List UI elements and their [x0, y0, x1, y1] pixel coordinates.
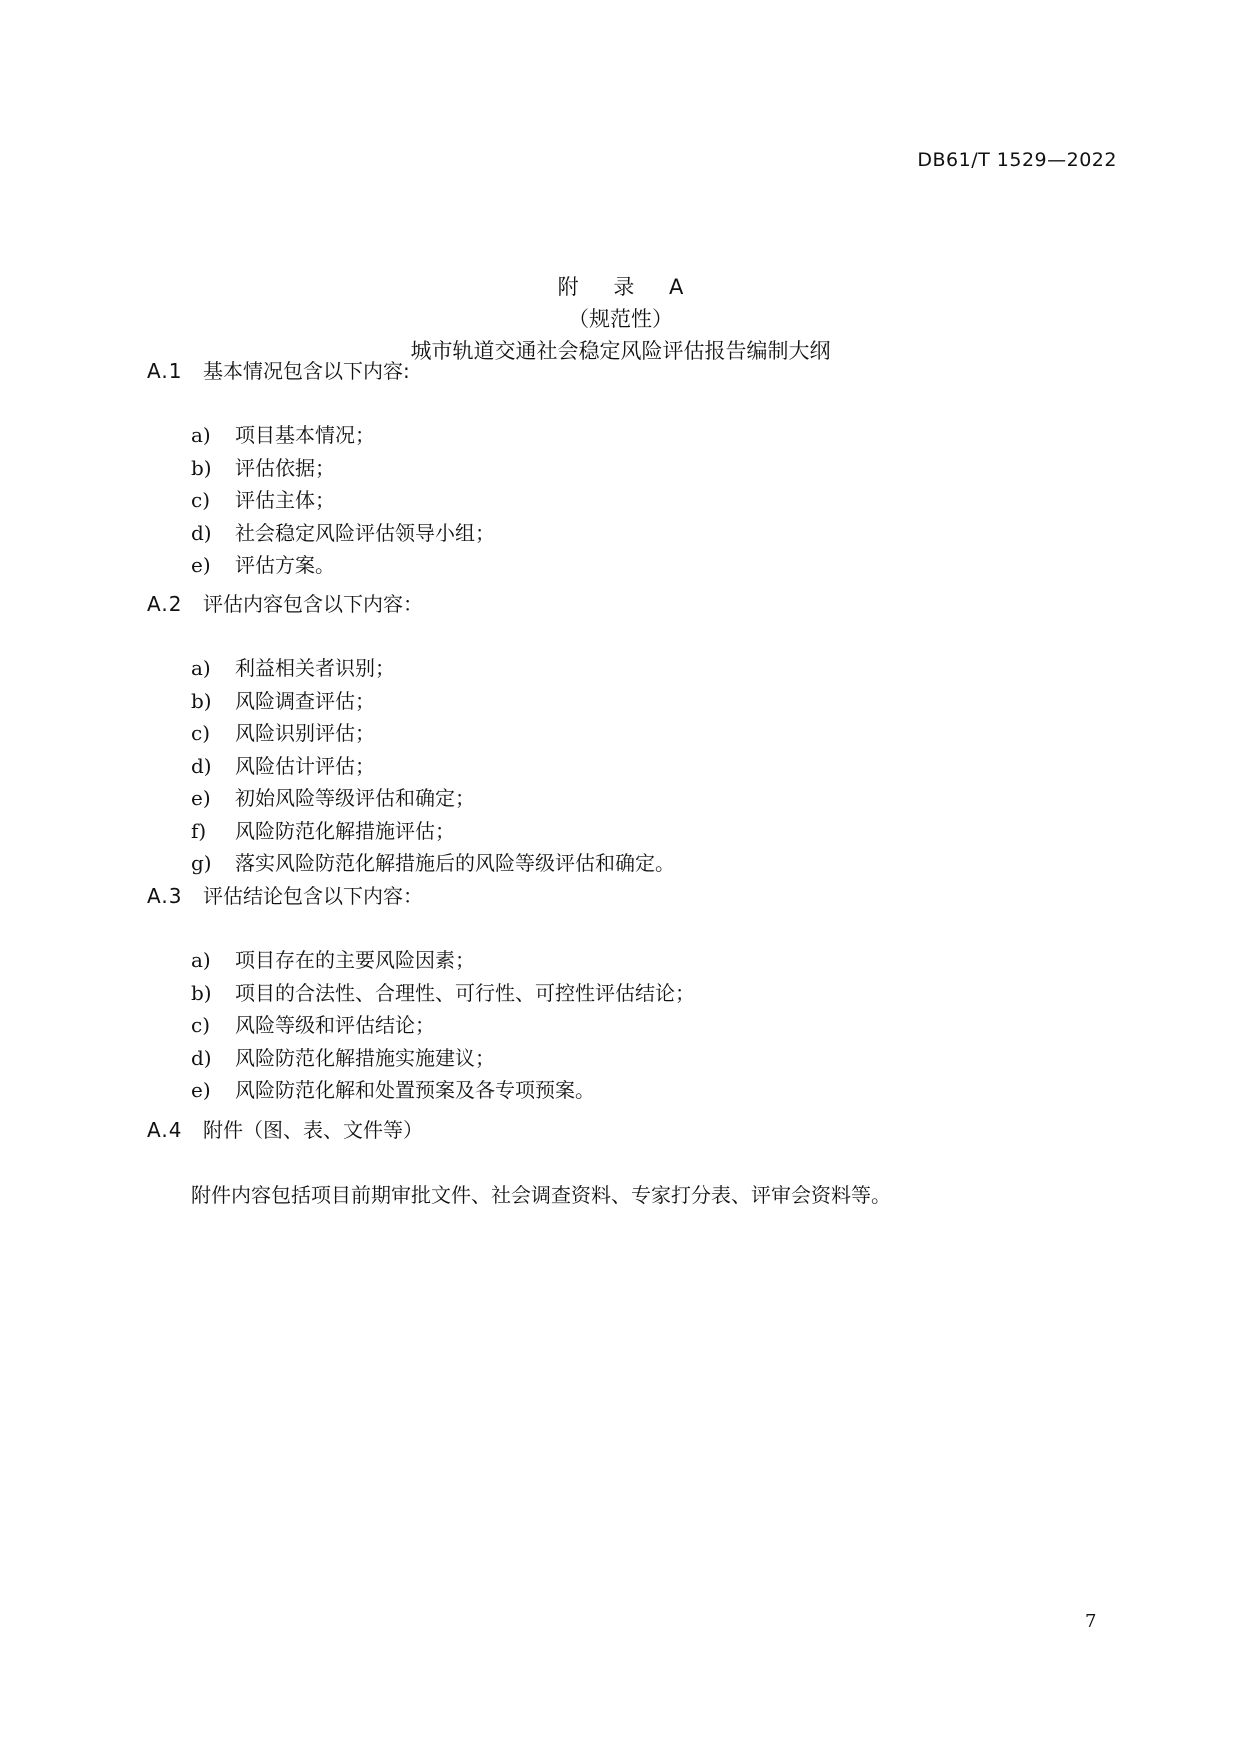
annex-type: （规范性）	[568, 307, 673, 331]
item-list	[147, 652, 1107, 880]
section-heading	[147, 357, 1107, 385]
list-item	[147, 484, 1107, 517]
list-item	[147, 419, 1107, 452]
item-text: 初始风险等级评估和确定；	[235, 786, 475, 810]
item-marker: e)	[191, 553, 211, 577]
item-marker: c)	[191, 488, 211, 512]
section-heading	[147, 590, 1107, 618]
list-item	[147, 815, 1107, 848]
list-item	[147, 652, 1107, 685]
list-item	[147, 517, 1107, 550]
item-marker: d)	[191, 1045, 212, 1070]
list-item	[147, 944, 1107, 977]
item-marker: f)	[191, 818, 207, 843]
item-marker: c)	[191, 1013, 211, 1037]
list-item	[147, 685, 1107, 718]
item-text: 风险调查评估；	[235, 688, 375, 713]
item-marker: c)	[191, 721, 211, 745]
section-heading	[147, 1116, 1107, 1144]
section-paragraph: 附件内容包括项目前期审批文件、社会调查资料、专家打分表、评审会资料等。	[191, 1183, 891, 1207]
item-text: 利益相关者识别；	[235, 656, 395, 680]
item-text: 风险防范化解措施评估；	[235, 818, 455, 843]
section-a1	[147, 357, 1107, 582]
page-number: 7	[1085, 1611, 1097, 1632]
item-text: 风险防范化解措施实施建议；	[235, 1045, 495, 1070]
item-marker: a)	[191, 423, 211, 447]
list-item	[147, 1009, 1107, 1042]
list-item	[147, 549, 1107, 582]
annex-title-block	[0, 271, 1241, 367]
item-text: 落实风险防范化解措施后的风险等级评估和确定。	[235, 851, 675, 875]
list-item	[147, 1042, 1107, 1075]
list-item	[147, 1074, 1107, 1107]
section-a3	[147, 882, 1107, 1107]
item-marker: b)	[191, 688, 212, 713]
item-marker: b)	[191, 980, 212, 1005]
section-title: 基本情况包含以下内容:	[203, 359, 410, 383]
item-marker: d)	[191, 520, 212, 545]
item-marker: b)	[191, 455, 212, 480]
section-number: A.2	[147, 592, 183, 616]
item-list	[147, 944, 1107, 1107]
item-text: 社会稳定风险评估领导小组；	[235, 520, 495, 545]
section-number: A.4	[147, 1118, 183, 1142]
section-number: A.3	[147, 884, 183, 908]
item-text: 风险识别评估；	[235, 721, 375, 745]
item-list	[147, 419, 1107, 582]
section-number: A.1	[147, 359, 183, 383]
item-text: 项目的合法性、合理性、可行性、可控性评估结论；	[235, 980, 695, 1005]
section-title: 附件（图、表、文件等）	[203, 1118, 423, 1142]
item-marker: e)	[191, 1078, 211, 1102]
item-text: 风险等级和评估结论；	[235, 1013, 435, 1037]
list-item	[147, 452, 1107, 485]
list-item	[147, 782, 1107, 815]
section-title: 评估内容包含以下内容：	[203, 592, 423, 616]
annex-label: 附 录 A	[557, 275, 698, 299]
section-a4	[147, 1116, 1107, 1210]
item-marker: a)	[191, 656, 211, 680]
item-marker: a)	[191, 948, 211, 972]
item-text: 评估方案。	[235, 553, 335, 577]
list-item	[147, 717, 1107, 750]
item-text: 风险估计评估；	[235, 753, 375, 778]
list-item	[147, 847, 1107, 880]
item-text: 评估主体；	[235, 488, 335, 512]
section-title: 评估结论包含以下内容：	[203, 884, 423, 908]
item-text: 风险防范化解和处置预案及各专项预案。	[235, 1078, 595, 1102]
item-text: 项目基本情况；	[235, 423, 375, 447]
item-marker: d)	[191, 753, 212, 778]
item-text: 项目存在的主要风险因素；	[235, 948, 475, 972]
annex-name: 城市轨道交通社会稳定风险评估报告编制大纲	[410, 339, 831, 363]
list-item	[147, 750, 1107, 783]
item-text: 评估依据；	[235, 455, 335, 480]
section-heading	[147, 882, 1107, 910]
section-a2	[147, 590, 1107, 880]
item-marker: e)	[191, 786, 211, 810]
list-item	[147, 977, 1107, 1010]
item-marker: g)	[191, 851, 212, 875]
document-code: DB61/T 1529—2022	[917, 149, 1117, 171]
